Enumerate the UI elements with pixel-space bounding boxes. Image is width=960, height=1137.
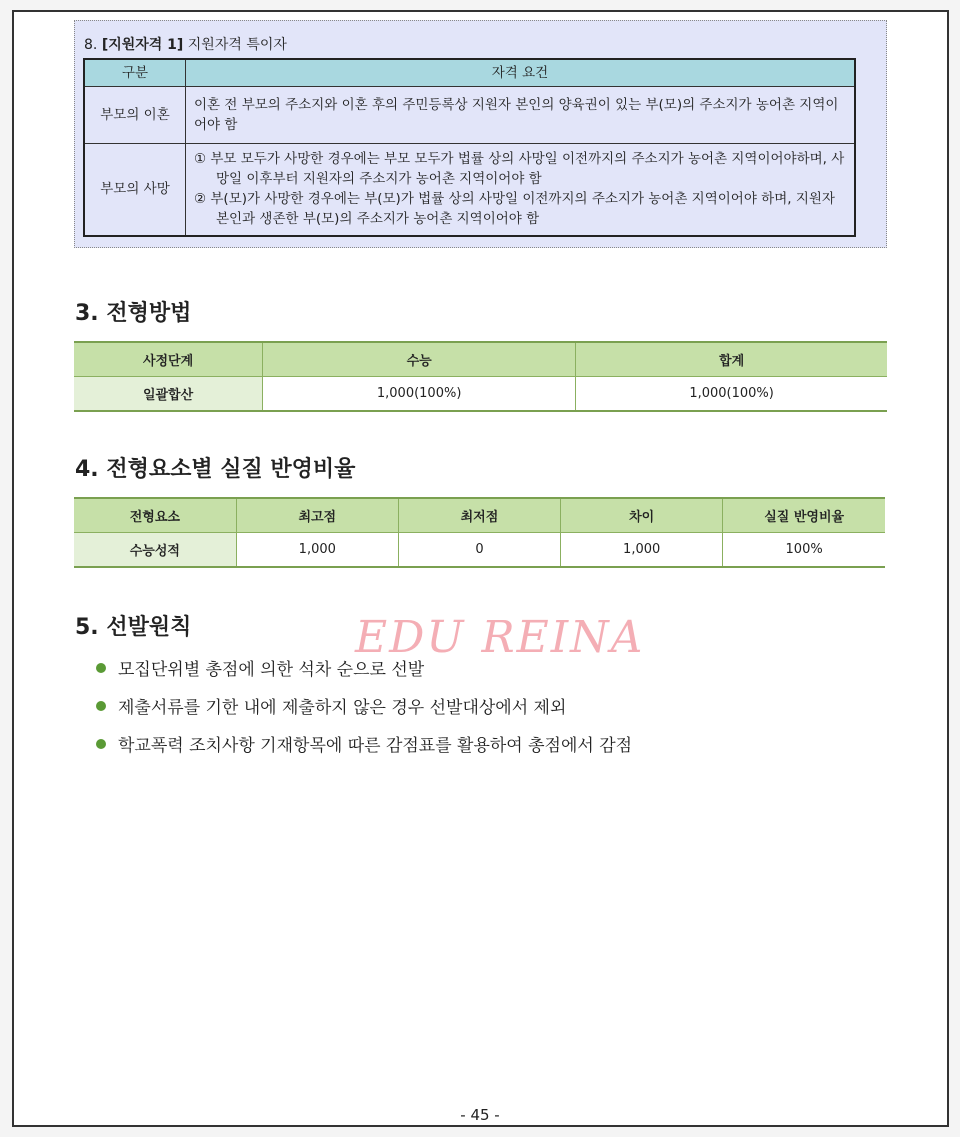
list-item: ① 부모 모두가 사망한 경우에는 부모 모두가 법률 상의 사망일 이전까지의 주소지가 농어촌 지역이어야하며, 사망일 이후부터 지원자의 주소지가 농어촌 지역이어야 함 <box>194 151 845 188</box>
list-item: 학교폭력 조치사항 기재항목에 따른 감점표를 활용하여 총점에서 감점 <box>96 731 632 756</box>
header-cell: 실질 반영비율 <box>723 498 885 533</box>
qualification-box <box>74 20 887 248</box>
header-cell: 전형요소 <box>74 498 236 533</box>
header-cell: 최저점 <box>398 498 560 533</box>
header-cell: 차이 <box>561 498 723 533</box>
table-cell: 100% <box>723 533 885 568</box>
table-cell: 1,000(100%) <box>263 377 576 412</box>
table-cell: 수능성적 <box>74 533 236 568</box>
ratio-table <box>74 497 885 568</box>
bullet-icon <box>96 663 106 673</box>
section-heading: 4. 전형요소별 실질 반영비율 <box>75 457 356 482</box>
table-cell: 1,000 <box>561 533 723 568</box>
header-cell: 합계 <box>576 342 887 377</box>
page-number: - 45 - <box>460 1106 500 1124</box>
table-cell: 0 <box>398 533 560 568</box>
table-cell: 1,000(100%) <box>576 377 887 412</box>
watermark: EDU REINA <box>355 612 645 663</box>
row-key: 부모의 이혼 <box>84 87 186 144</box>
table-cell: 1,000 <box>236 533 398 568</box>
list-item: ② 부(모)가 사망한 경우에는 부(모)가 법률 상의 사망일 이전까지의 주소지가 농어촌 지역이어야 하며, 지원자 본인과 생존한 부(모)의 주소지가 농어촌 지역이어야 함 <box>194 191 835 228</box>
header-cell: 최고점 <box>236 498 398 533</box>
bullet-icon <box>96 701 106 711</box>
row-key: 부모의 사망 <box>84 144 186 236</box>
header-cell: 수능 <box>263 342 576 377</box>
row-value: 이혼 전 부모의 주소지와 이혼 후의 주민등록상 지원자 본인의 양육권이 있는 부(모)의 주소지가 농어촌 지역이어야 함 <box>186 87 856 144</box>
row-value <box>186 144 856 236</box>
header-cell: 자격 요건 <box>186 59 856 87</box>
box-title: 8. [지원자격 1] 지원자격 특이자 <box>84 37 287 53</box>
qualification-table <box>83 58 856 237</box>
list-item: 모집단위별 총점에 의한 석차 순으로 선발 <box>96 655 424 680</box>
section-heading: 3. 전형방법 <box>75 301 192 326</box>
header-cell: 구분 <box>84 59 186 87</box>
table-cell: 일괄합산 <box>74 377 263 412</box>
section-heading: 5. 선발원칙 <box>75 615 192 640</box>
selection-method-table <box>74 341 887 412</box>
header-cell: 사정단계 <box>74 342 263 377</box>
bullet-icon <box>96 739 106 749</box>
list-item: 제출서류를 기한 내에 제출하지 않은 경우 선발대상에서 제외 <box>96 693 566 718</box>
